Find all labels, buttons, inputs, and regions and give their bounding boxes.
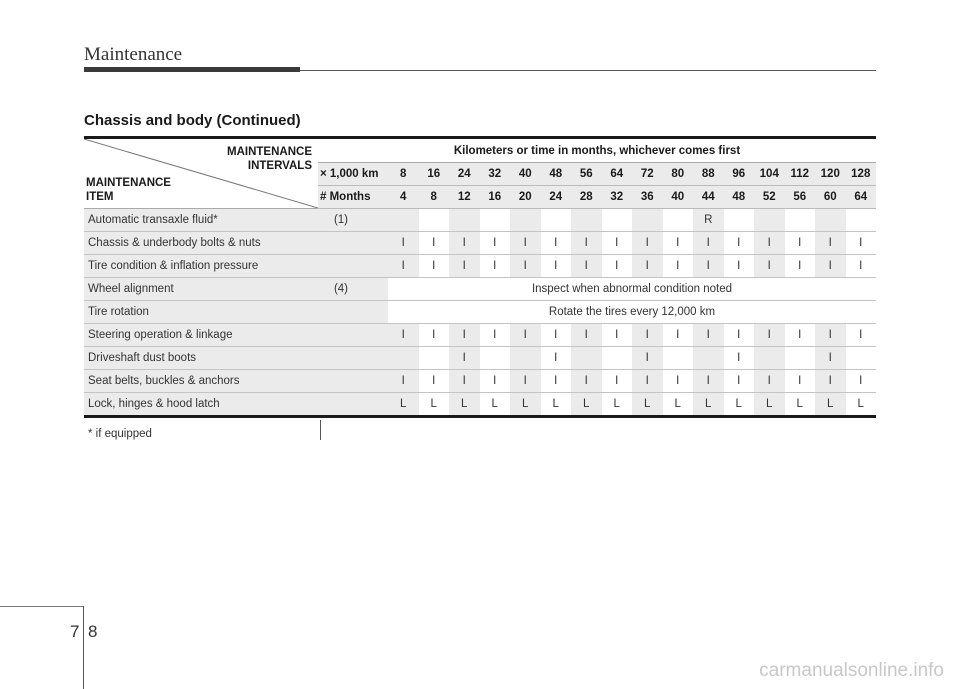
row-value-cell: I	[846, 255, 877, 278]
section-header: Maintenance	[84, 44, 183, 65]
months-interval-cell: 64	[846, 186, 877, 209]
footer-rule	[0, 606, 84, 607]
row-value-cell: I	[632, 324, 663, 347]
row-value-cell	[480, 347, 511, 370]
table-row	[84, 301, 876, 324]
table-row	[84, 393, 876, 417]
row-value-cell: I	[510, 255, 541, 278]
row-value-cell: I	[571, 255, 602, 278]
row-span-text: Rotate the tires every 12,000 km	[388, 301, 876, 324]
row-value-cell: I	[510, 232, 541, 255]
row-value-cell: I	[388, 370, 419, 393]
row-value-cell	[785, 209, 816, 232]
row-value-cell	[815, 209, 846, 232]
km-interval-cell: 64	[602, 163, 633, 186]
row-value-cell	[602, 347, 633, 370]
row-value-cell	[419, 209, 450, 232]
row-value-cell: I	[815, 347, 846, 370]
row-value-cell: I	[541, 324, 572, 347]
row-value-cell: I	[693, 324, 724, 347]
km-label: × 1,000 km	[318, 163, 388, 186]
row-value-cell: L	[846, 393, 877, 417]
row-value-cell: I	[510, 370, 541, 393]
row-value-cell: I	[602, 324, 633, 347]
row-item-label: Seat belts, buckles & anchors	[88, 375, 240, 387]
row-value-cell: L	[663, 393, 694, 417]
row-item-cell	[84, 393, 388, 417]
months-interval-cell: 28	[571, 186, 602, 209]
row-value-cell	[449, 209, 480, 232]
row-value-cell	[510, 347, 541, 370]
row-value-cell	[724, 209, 755, 232]
row-value-cell: I	[449, 232, 480, 255]
row-value-cell: L	[388, 393, 419, 417]
row-item-cell	[84, 209, 388, 232]
months-interval-cell: 4	[388, 186, 419, 209]
row-value-cell: I	[785, 232, 816, 255]
months-interval-cell: 52	[754, 186, 785, 209]
row-value-cell: I	[785, 255, 816, 278]
row-value-cell: L	[571, 393, 602, 417]
row-value-cell: I	[846, 370, 877, 393]
row-item-cell	[84, 301, 388, 324]
row-value-cell: L	[541, 393, 572, 417]
row-value-cell: I	[693, 255, 724, 278]
months-interval-cell: 24	[541, 186, 572, 209]
row-value-cell	[754, 347, 785, 370]
row-value-cell: I	[693, 232, 724, 255]
row-value-cell: I	[632, 232, 663, 255]
header-rule-thin	[300, 70, 876, 71]
row-item-cell	[84, 232, 388, 255]
months-interval-cell: 20	[510, 186, 541, 209]
row-value-cell: I	[724, 324, 755, 347]
row-value-cell: I	[571, 232, 602, 255]
row-item-label: Chassis & underbody bolts & nuts	[88, 237, 261, 249]
row-value-cell: L	[693, 393, 724, 417]
mid-divider	[320, 420, 321, 440]
row-item-label: Tire condition & inflation pressure	[88, 260, 259, 272]
row-value-cell	[571, 347, 602, 370]
months-interval-cell: 60	[815, 186, 846, 209]
row-item-cell	[84, 347, 388, 370]
row-value-cell	[785, 347, 816, 370]
row-value-cell: I	[663, 255, 694, 278]
row-value-cell: I	[846, 232, 877, 255]
row-value-cell: I	[449, 255, 480, 278]
row-item-label: Lock, hinges & hood latch	[88, 398, 220, 410]
row-value-cell: L	[449, 393, 480, 417]
table-corner-header	[84, 138, 318, 209]
row-value-cell: I	[541, 232, 572, 255]
row-value-cell: I	[449, 347, 480, 370]
km-interval-cell: 88	[693, 163, 724, 186]
row-value-cell	[388, 209, 419, 232]
row-value-cell: I	[602, 255, 633, 278]
row-value-cell: I	[388, 232, 419, 255]
row-value-cell: I	[510, 324, 541, 347]
months-interval-cell: 8	[419, 186, 450, 209]
row-value-cell: I	[480, 370, 511, 393]
row-value-cell: I	[754, 232, 785, 255]
row-value-cell	[846, 209, 877, 232]
km-interval-cell: 24	[449, 163, 480, 186]
km-interval-cell: 112	[785, 163, 816, 186]
row-value-cell: I	[541, 370, 572, 393]
row-value-cell: I	[419, 324, 450, 347]
row-value-cell: I	[449, 324, 480, 347]
table-row	[84, 255, 876, 278]
row-value-cell: L	[602, 393, 633, 417]
row-value-cell: I	[663, 370, 694, 393]
row-value-cell: L	[632, 393, 663, 417]
maintenance-table-wrapper	[84, 136, 876, 418]
months-label: # Months	[318, 186, 388, 209]
table-row	[84, 232, 876, 255]
row-value-cell: I	[815, 324, 846, 347]
km-interval-cell: 104	[754, 163, 785, 186]
row-item-note: (4)	[333, 283, 348, 295]
row-value-cell	[510, 209, 541, 232]
km-interval-cell: 8	[388, 163, 419, 186]
row-span-text: Inspect when abnormal condition noted	[388, 278, 876, 301]
table-row	[84, 324, 876, 347]
row-value-cell: I	[754, 255, 785, 278]
row-value-cell	[602, 209, 633, 232]
row-value-cell: I	[480, 255, 511, 278]
row-value-cell: I	[602, 232, 633, 255]
km-interval-cell: 56	[571, 163, 602, 186]
row-value-cell	[663, 209, 694, 232]
row-value-cell: L	[510, 393, 541, 417]
row-item-label: Automatic transaxle fluid*	[88, 214, 218, 226]
maintenance-table	[84, 136, 876, 418]
row-value-cell	[693, 347, 724, 370]
row-value-cell: I	[693, 370, 724, 393]
row-value-cell	[846, 347, 877, 370]
row-value-cell: I	[846, 324, 877, 347]
row-value-cell: I	[632, 255, 663, 278]
row-value-cell: L	[754, 393, 785, 417]
interval-span-header: Kilometers or time in months, whichever comes first	[318, 138, 876, 163]
row-value-cell: I	[663, 232, 694, 255]
months-interval-cell: 32	[602, 186, 633, 209]
km-interval-cell: 72	[632, 163, 663, 186]
row-value-cell: I	[754, 370, 785, 393]
km-interval-cell: 80	[663, 163, 694, 186]
row-value-cell: I	[724, 347, 755, 370]
table-row	[84, 209, 876, 232]
row-value-cell: I	[724, 232, 755, 255]
page-chapter: 7	[70, 622, 80, 641]
row-item-cell	[84, 255, 388, 278]
corner-item-label: MAINTENANCE ITEM	[86, 177, 171, 203]
row-value-cell: I	[785, 370, 816, 393]
row-value-cell	[419, 347, 450, 370]
row-item-label: Driveshaft dust boots	[88, 352, 197, 364]
km-interval-cell: 48	[541, 163, 572, 186]
row-value-cell	[541, 209, 572, 232]
row-item-cell	[84, 278, 388, 301]
footer-divider	[83, 606, 84, 689]
row-value-cell: I	[449, 370, 480, 393]
row-value-cell: I	[632, 370, 663, 393]
row-value-cell: I	[663, 324, 694, 347]
row-value-cell: I	[571, 370, 602, 393]
row-value-cell: L	[419, 393, 450, 417]
header-rule-dark	[84, 67, 300, 72]
row-value-cell: I	[632, 347, 663, 370]
row-item-cell	[84, 370, 388, 393]
km-interval-cell: 40	[510, 163, 541, 186]
table-row	[84, 370, 876, 393]
footnote: * if equipped	[88, 428, 152, 440]
row-value-cell: I	[815, 255, 846, 278]
row-value-cell: L	[480, 393, 511, 417]
row-value-cell	[388, 347, 419, 370]
months-interval-cell: 40	[663, 186, 694, 209]
km-interval-cell: 16	[419, 163, 450, 186]
row-item-label: Steering operation & linkage	[88, 329, 233, 341]
months-interval-cell: 36	[632, 186, 663, 209]
row-value-cell: L	[815, 393, 846, 417]
months-interval-cell: 16	[480, 186, 511, 209]
row-value-cell: I	[419, 255, 450, 278]
km-interval-cell: 120	[815, 163, 846, 186]
months-interval-cell: 48	[724, 186, 755, 209]
row-value-cell: I	[541, 255, 572, 278]
table-row	[84, 347, 876, 370]
row-value-cell: I	[388, 255, 419, 278]
row-value-cell: L	[785, 393, 816, 417]
row-item-label: Tire rotation	[88, 306, 149, 318]
row-value-cell: I	[480, 324, 511, 347]
months-interval-cell: 56	[785, 186, 816, 209]
page-number: 8	[88, 622, 98, 641]
row-item-cell	[84, 324, 388, 347]
row-value-cell: I	[815, 370, 846, 393]
row-value-cell: I	[724, 255, 755, 278]
km-interval-cell: 32	[480, 163, 511, 186]
row-value-cell: I	[419, 370, 450, 393]
row-value-cell: I	[602, 370, 633, 393]
watermark: carmanualsonline.info	[759, 660, 944, 681]
row-value-cell: I	[785, 324, 816, 347]
page-title: Chassis and body (Continued)	[84, 112, 301, 129]
row-value-cell	[754, 209, 785, 232]
row-value-cell: I	[754, 324, 785, 347]
row-value-cell: I	[388, 324, 419, 347]
row-value-cell: I	[724, 370, 755, 393]
km-interval-cell: 96	[724, 163, 755, 186]
row-value-cell: I	[571, 324, 602, 347]
months-interval-cell: 44	[693, 186, 724, 209]
row-item-label: Wheel alignment	[88, 283, 174, 295]
row-value-cell	[632, 209, 663, 232]
row-value-cell: I	[480, 232, 511, 255]
row-value-cell	[571, 209, 602, 232]
table-row	[84, 278, 876, 301]
maintenance-table-body	[84, 209, 876, 417]
corner-intervals-label: MAINTENANCE INTERVALS	[227, 146, 312, 172]
row-item-note: (1)	[333, 214, 348, 226]
row-value-cell	[663, 347, 694, 370]
row-value-cell	[480, 209, 511, 232]
row-value-cell: I	[815, 232, 846, 255]
row-value-cell: I	[419, 232, 450, 255]
row-value-cell: I	[541, 347, 572, 370]
row-value-cell: R	[693, 209, 724, 232]
row-value-cell: L	[724, 393, 755, 417]
km-interval-cell: 128	[846, 163, 877, 186]
months-interval-cell: 12	[449, 186, 480, 209]
